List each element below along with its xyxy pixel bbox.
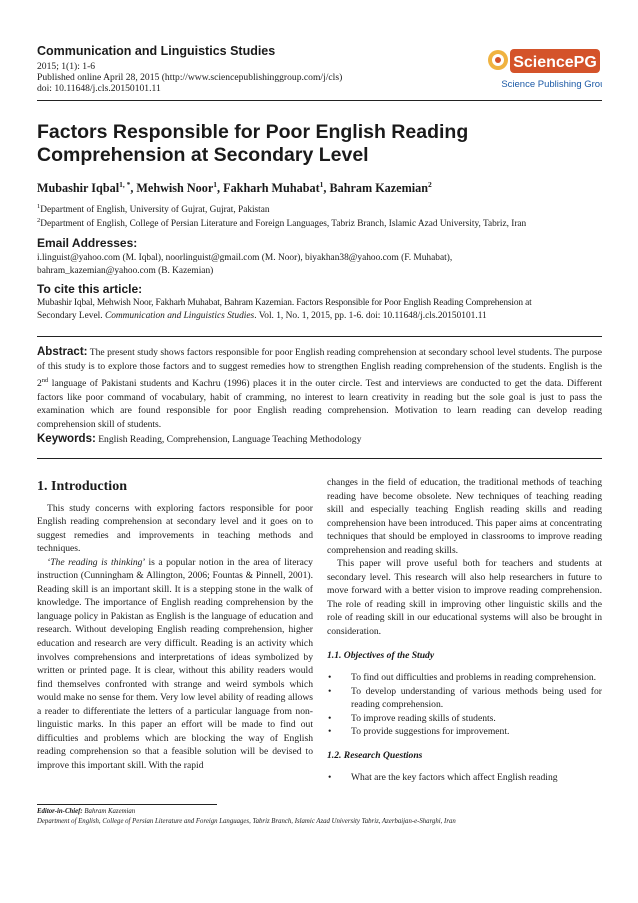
footer-editor: Editor-in-Chief: Bahram Kazemian — [37, 808, 136, 815]
objectives-list — [327, 671, 602, 739]
footer-rule — [37, 804, 217, 805]
subsection-objectives: 1.1. Objectives of the Study — [327, 649, 435, 661]
affiliation-1: $^1$Department of English, University of Gujrat, Gujrat, Pakistan — [37, 203, 270, 216]
list-item: • To improve reading skills of students. — [328, 712, 496, 724]
list-item: • To develop understanding of various methods being used for reading comprehension. — [328, 685, 602, 711]
section-heading-introduction: 1. Introduction — [37, 479, 127, 494]
journal-volume: 2015; 1(1): 1-6 — [37, 61, 96, 72]
list-item: • To provide suggestions for improvement. — [328, 726, 510, 738]
logo-wordmark: SciencePG — [513, 54, 597, 71]
affiliation-2: $^2$Department of English, College of Persian Literature and Foreign Languages, Tabriz Branch, Islamic Azad University, Tabriz, Iran — [37, 217, 527, 230]
published-online: Published online April 28, 2015 (http://www.sciencepublishinggroup.com/j/cls) — [37, 72, 343, 83]
footer-department: Department of English, College of Persian Literature and Foreign Languages, Tabriz Branch, Islamic Azad University Tabriz, Azerbaijan-e-Sharghi, Iran — [37, 818, 456, 825]
list-item: • What are the key factors which affect English reading — [328, 772, 558, 784]
left-column — [37, 480, 313, 772]
intro-paragraph-1: This study concerns with exploring factors responsible for poor English reading comprehension at secondary level and it goes on to suggest remedies and improvements in teaching methods and techniques. — [37, 502, 313, 555]
right-paragraph-1: changes in the field of education, the traditional methods of teaching reading have become obsolete. New techniques of teaching reading skill and especially teaching English reading skills and reading comprehension have been introduced. This paper aims at concentrating techniques that should be employed in classrooms to improve reading comprehension and reading skills. — [327, 477, 602, 556]
logo-subtitle: Science Publishing Group — [501, 79, 602, 90]
article-title — [37, 121, 602, 167]
journal-doi: doi: 10.11648/j.cls.20150101.11 — [37, 83, 161, 94]
right-column — [327, 476, 602, 785]
cite-line-1: Mubashir Iqbal, Mehwish Noor, Fakharh Muhabat, Bahram Kazemian. Factors Responsible for Poor English Reading Comprehension at — [37, 298, 532, 308]
email-heading: Email Addresses: — [37, 236, 138, 250]
keywords: Keywords: English Reading, Comprehension, Language Teaching Methodology — [37, 433, 362, 445]
keywords-bottom-rule — [37, 458, 602, 459]
author-1: Mubashir Iqbal$^{1, *}$, — [37, 180, 137, 196]
abstract-label: Abstract: — [37, 346, 88, 358]
abstract: Abstract: The present study shows factors responsible for poor English reading comprehension at secondary school level students. The purpose of this study is to explore those factors and to suggest remedies how to strengthen English reading comprehension of the students. English is the 2nd language of Pakistani students and Kachru (1996) places it in the outer circle. Test and interviews are conducted to get the data. Different factors like poor command of vocabulary, habit of cramming, no interest to learn creativity in reading but the sole goal is just to pass the examination which are found responsible for poor English reading comprehension. Motivation to learn reading can develop reading comprehension skill of students. — [37, 346, 602, 431]
header-rule — [37, 100, 602, 101]
title-line-2: Comprehension at Secondary Level — [37, 144, 369, 166]
journal-name: Communication and Linguistics Studies — [37, 44, 276, 58]
authors — [37, 180, 602, 196]
right-paragraph-2: This paper will prove useful both for teachers and students at secondary level. This research will also help researchers in future to move forward with a better vision to improve reading comprehension. The role of reading skill in improving other linguistic skills and the role of reading skill in our educational systems will also be brought in consideration. — [327, 558, 602, 638]
questions-list — [327, 771, 602, 785]
author-3: Fakharh Muhabat$^1$, — [223, 180, 330, 196]
cite-heading: To cite this article: — [37, 282, 143, 296]
email-line-2: bahram_kazemian@yahoo.com (B. Kazemian) — [37, 266, 214, 276]
author-4: Bahram Kazemian$^2$ — [329, 180, 432, 196]
subsection-research-questions: 1.2. Research Questions — [327, 749, 423, 761]
abstract-top-rule — [37, 336, 602, 337]
cite-line-2: Secondary Level. Communication and Linguistics Studies. Vol. 1, No. 1, 2015, pp. 1-6. doi: 10.11648/j.cls.20150101.11 — [37, 311, 487, 321]
sciencepg-logo — [484, 47, 602, 95]
email-line-1: i.linguist@yahoo.com (M. Iqbal), noorlinguist@gmail.com (M. Noor), biyakhan38@yahoo.com (F. Muhabat), — [37, 253, 453, 263]
keywords-label: Keywords: — [37, 433, 96, 445]
title-line-1: Factors Responsible for Poor English Reading — [37, 121, 469, 143]
author-2: Mehwish Noor$^1$, — [136, 180, 224, 196]
intro-paragraph-2: ‘The reading is thinking’ is a popular notion in the area of literacy instruction (Cunningham & Allington, 2006; Fountas & Pinnell, 2001). Reading skill is an important skill. It is a stepping stone in the walk of knowledge. The importance of English reading comprehension by the language policy in Pakistan as English is the language of education and research. Without developing English reading comprehension, higher education and research are very difficult. Reading is an activity which involves comprehensions and interpretations of ideas symbolized by written or printed page. It is clear, without this ability readers would find themselves confronted with strange and weird symbols which would make no sense for them. Very low level ability of reading allows a reader to differentiate the letters of a particular language from non-linguistic marks. In this paper an effort will be made to find out difficulties and problems which are blocking the way of English reading comprehension so that a feasible solution will be devised to improve this important skill. With the rapid — [37, 556, 313, 771]
list-item: • To find out difficulties and problems in reading comprehension. — [328, 672, 597, 684]
